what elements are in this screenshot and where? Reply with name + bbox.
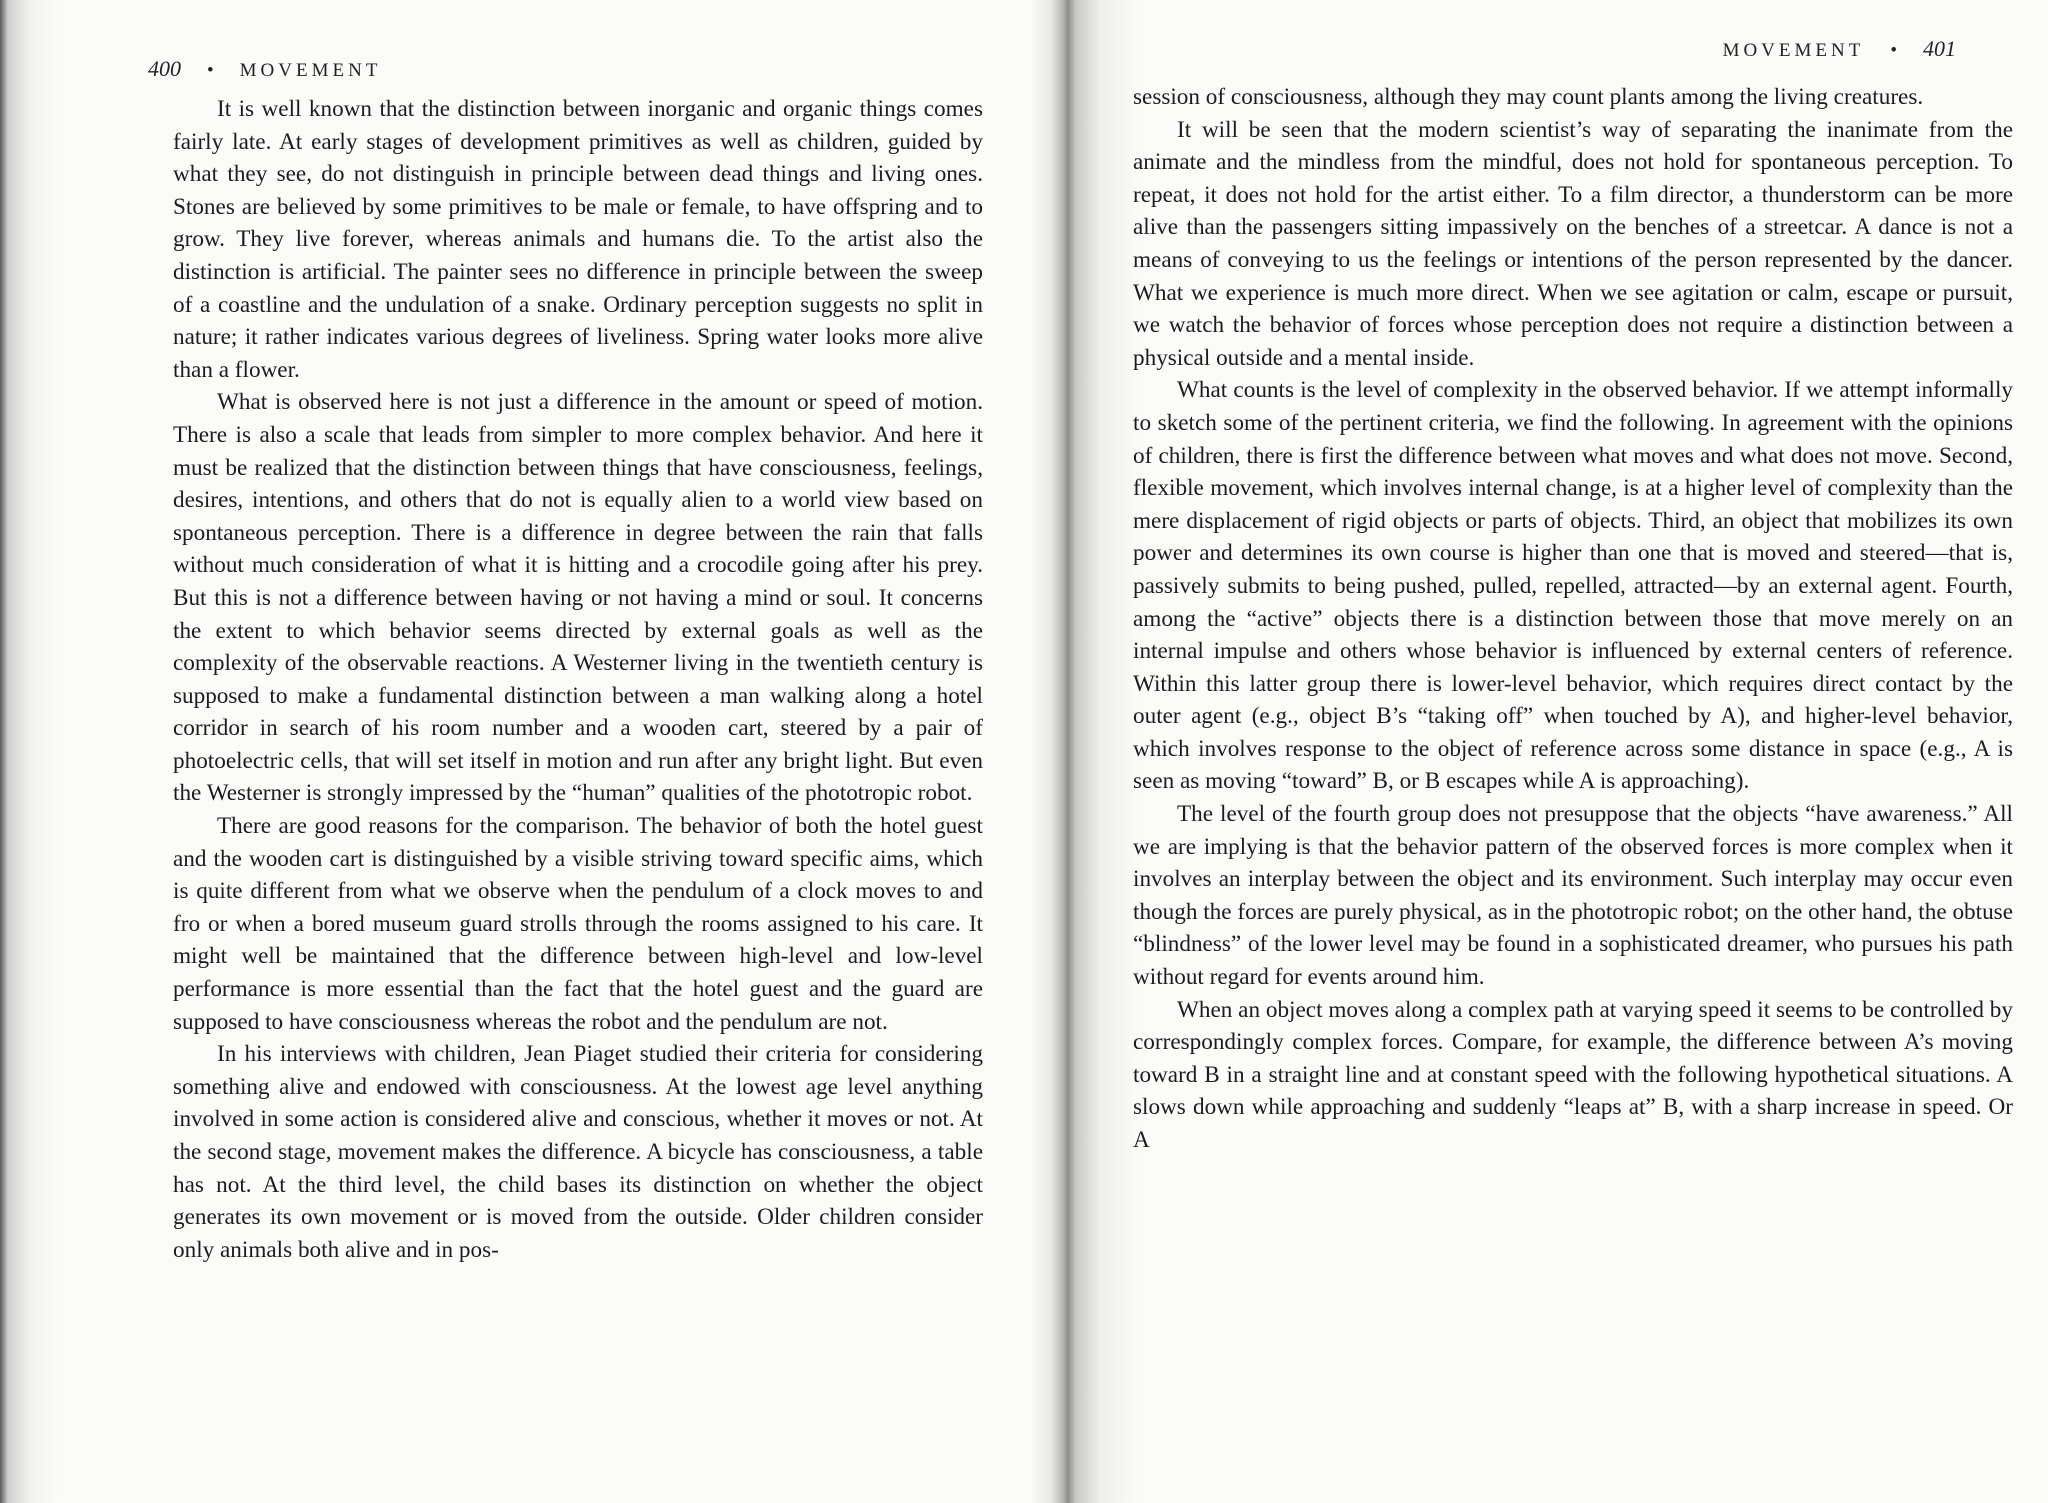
left-page-number: 400 [148, 56, 181, 81]
continued-paragraph: session of consciousness, although they may count plants among the living creatures. [1133, 84, 1924, 110]
paragraph: When an object moves along a complex path at varying speed it seems to be controlled by correspondingly complex forces. Compare, for example, the difference between A’s moving toward B in a straight line and at constant speed with the following hypothetical situations. A slows down while approaching and suddenly “leaps at” B, with a sharp increase in speed. Or A [1133, 996, 2013, 1153]
right-chapter-title: MOVEMENT [1722, 40, 1865, 61]
paragraph: There are good reasons for the comparison. The behavior of both the hotel guest and the wooden cart is distinguished by a visible striving toward specific aims, which is quite different from what we observe when the pendulum of a clock moves to and fro or when a bored museum guard strolls through the rooms assigned to his care. It might well be maintained that the difference between high-level and low-level performance is more essential than the fact that the hotel guest and the guard are supposed to have consciousness whereas the robot and the pendulum are not. [173, 813, 983, 1035]
paragraph: What counts is the level of complexity in the observed behavior. If we attempt informally to sketch some of the pertinent criteria, we find the following. In agreement with the opinions of children, there is first the difference between what moves and what does not move. Second, flexible movement, which involves internal change, is at a higher level of complexity than the mere displacement of rigid objects or parts of objects. Third, an object that mobilizes its own power and determines its own course is higher than one that is moved and steered—that is, passively submits to being pushed, pulled, repelled, attracted—by an external agent. Fourth, among the “active” objects there is a distinction between those that move merely on an internal impulse and others whose behavior is influenced by external centers of reference. Within this latter group there is lower-level behavior, which requires direct contact by the outer agent (e.g., object B’s “taking off” when touched by A), and higher-level behavior, which involves response to the object of reference across some distance in space (e.g., A is seen as moving “toward” B, or B escapes while A is approaching). [1133, 377, 2013, 795]
paragraph: It will be seen that the modern scientist’s way of separating the inanimate from the animate and the mindless from the mindful, does not hold for spontaneous perception. To repeat, it does not hold for the artist either. To a film director, a thunderstorm can be more alive than the passengers sitting impassively on the benches of a streetcar. A dance is not a means of conveying to us the feelings or intentions of the person represented by the dancer. What we experience is much more direct. When we see agitation or calm, escape or pursuit, we watch the behavior of forces whose perception does not require a distinction between a physical outside and a mental inside. [1133, 116, 2013, 371]
paragraph: It is well known that the distinction between inorganic and organic things comes fairly late. At early stages of development primitives as well as children, guided by what they see, do not distinguish in principle between dead things and living ones. Stones are believed by some primitives to be male or female, to have offspring and to grow. They live forever, whereas animals and humans die. To the artist also the distinction is artificial. The painter sees no difference in principle between the sweep of a coastline and the undulation of a snake. Ordinary perception suggests no split in nature; it rather indicates various degrees of liveliness. Spring water looks more alive than a flower. [173, 96, 983, 383]
head-separator-dot: • [207, 60, 214, 81]
paragraph: The level of the fourth group does not presuppose that the objects “have awareness.” All we are implying is that the behavior pattern of the observed forces is more complex when it involves an interplay between the object and its environment. Such interplay may occur even though the forces are purely physical, as in the phototropic robot; on the other hand, the obtuse “blindness” of the lower level may be found in a sophisticated dreamer, who pursues his path without regard for events around him. [1133, 801, 2013, 991]
left-chapter-title: MOVEMENT [239, 60, 382, 81]
right-running-head [1723, 36, 1956, 62]
head-separator-dot: • [1890, 40, 1897, 61]
paragraph: What is observed here is not just a difference in the amount or speed of motion. There is also a scale that leads from simpler to more complex behavior. And here it must be realized that the distinction between things that have consciousness, feelings, desires, intentions, and others that do not is equally alien to a world view based on spontaneous perception. There is a difference in degree between the rain that falls without much consideration of what it is hitting and a crocodile going after his prey. But this is not a difference between having or not having a mind or soul. It concerns the extent to which behavior seems directed by external goals as well as the complexity of the observable reactions. A Westerner living in the twentieth century is supposed to make a fundamental distinction between a man walking along a hotel corridor in search of his room number and a wooden cart, steered by a pair of photoelectric cells, that will set itself in motion and run after any bright light. But even the Westerner is strongly impressed by the “human” qualities of the phototropic robot. [173, 389, 983, 807]
left-running-head [148, 56, 381, 82]
paragraph: In his interviews with children, Jean Piaget studied their criteria for considering something alive and endowed with consciousness. At the lowest age level anything involved in some action is considered alive and conscious, whether it moves or not. At the second stage, movement makes the difference. A bicycle has consciousness, a table has not. At the third level, the child bases its distinction on whether the object generates its own movement or is moved from the outside. Older children consider only animals both alive and in pos- [173, 1041, 983, 1263]
right-body-text [1133, 81, 2013, 1157]
left-body-text [173, 93, 983, 1266]
right-page-number: 401 [1923, 36, 1956, 61]
right-page [1070, 0, 2048, 1503]
